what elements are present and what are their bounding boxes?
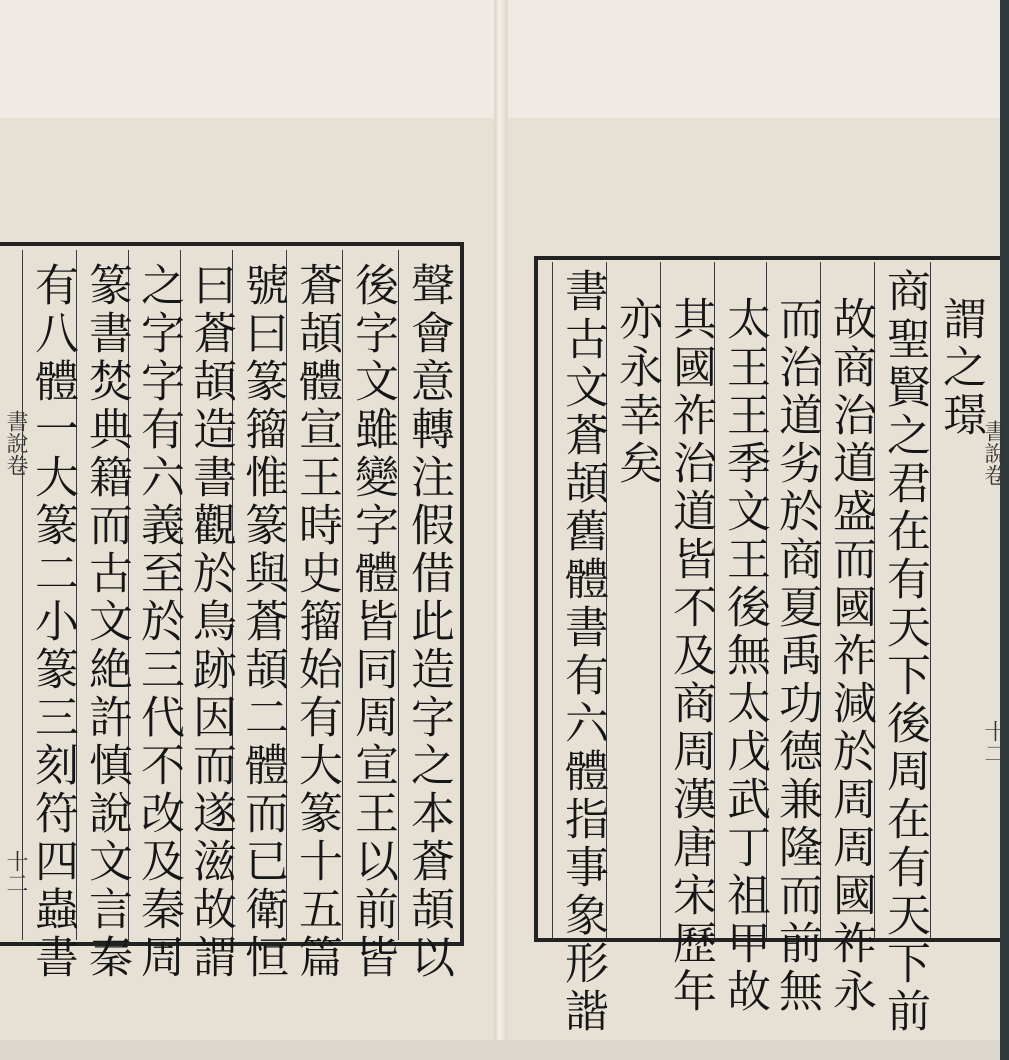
text-column: 曰蒼頡造書觀於鳥跡因而遂滋故謂 [185, 262, 236, 982]
text-column: 太王王季文王後無太戊武丁祖甲故 [719, 296, 770, 1016]
column-rule [398, 250, 399, 940]
column-rule [22, 250, 23, 940]
text-column: 亦永幸矣 [611, 296, 662, 488]
text-column: 而治道劣於商夏禹功德兼隆而前無 [771, 296, 822, 1016]
text-column: 後字文雖變字體皆同周宣王以前皆 [347, 262, 398, 982]
page-bottom-margin [0, 1040, 1000, 1060]
book-gutter [494, 0, 508, 1060]
text-column: 書古文蒼頡舊體書有六體指事象形諧 [557, 268, 608, 1036]
text-column: 之字字有六義至於三代不改及秦周 [133, 262, 184, 982]
text-column: 故商治道盛而國祚減於周周國祚永 [825, 296, 876, 1016]
text-column: 號曰篆籀惟篆與蒼頡二體而已衛恒 [237, 262, 288, 982]
text-column: 謂之璟 [935, 296, 986, 440]
fold-page-number-left: 十二 [3, 850, 28, 894]
text-column: 其國祚治道皆不及商周漢唐宋歷年 [665, 296, 716, 1016]
fold-label-left: 書說卷 [3, 410, 28, 476]
column-rule [930, 262, 931, 938]
text-column: 蒼頡體宣王時史籀始有大篆十五篇 [291, 262, 342, 982]
text-column: 有八體一大篆二小篆三刻符四蟲書 [27, 262, 78, 982]
fold-label-right: 書說卷 [981, 420, 1006, 486]
text-column: 篆書焚典籍而古文絶許慎說文言秦 [81, 262, 132, 982]
column-rule [552, 262, 553, 938]
text-column: 商聖賢之君在有天下後周在有天下前 [879, 268, 930, 1036]
fold-page-number-right: 十二 [981, 720, 1006, 764]
text-column: 聲會意轉注假借此造字之本蒼頡以 [403, 262, 454, 982]
column-rule [342, 250, 343, 940]
